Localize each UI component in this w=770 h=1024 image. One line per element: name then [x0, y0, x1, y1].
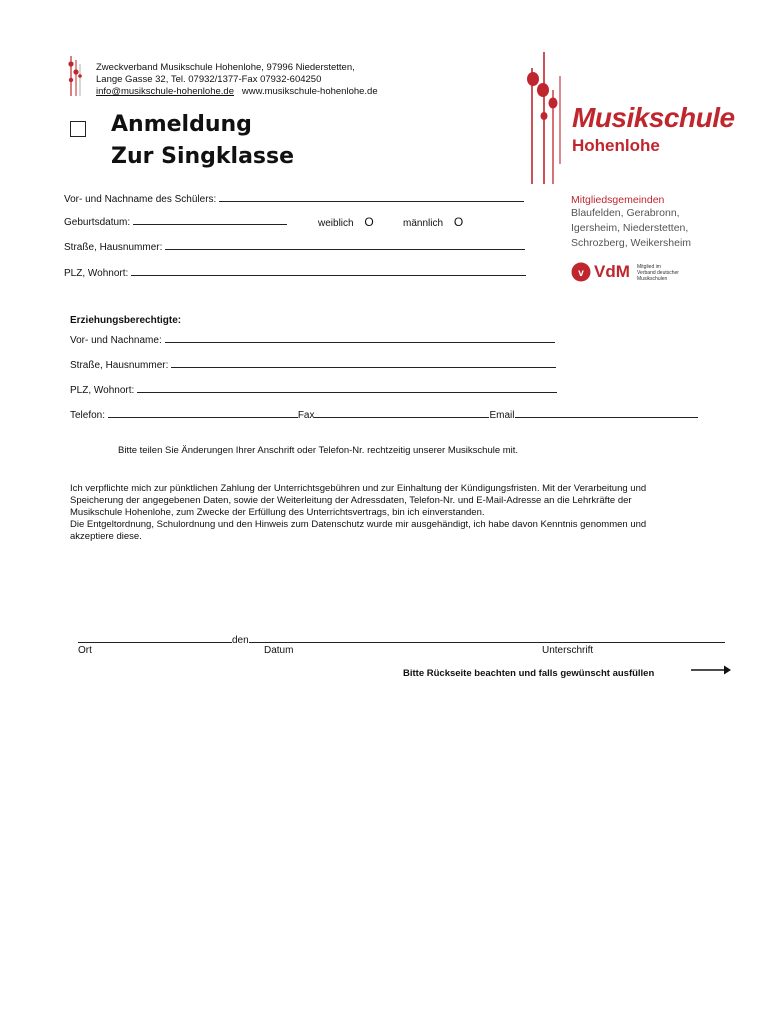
- guardian-name-input[interactable]: [165, 333, 555, 343]
- birthdate-row: [64, 215, 287, 228]
- declaration-line: akzeptiere diese.: [70, 531, 142, 542]
- guardian-street-input[interactable]: [171, 358, 556, 368]
- gender-female[interactable]: [318, 215, 374, 229]
- student-city-input[interactable]: [131, 266, 526, 276]
- den-label: den: [232, 635, 249, 646]
- vdm-sub-line: Verband deutscher: [637, 270, 679, 276]
- guardian-city-input[interactable]: [137, 383, 557, 393]
- arrow-right-icon: [690, 664, 732, 676]
- contact-line: [96, 86, 378, 98]
- student-street-input[interactable]: [165, 240, 525, 250]
- birthdate-input[interactable]: [133, 215, 287, 225]
- guardian-street-label: Straße, Hausnummer:: [70, 360, 169, 371]
- declaration-line: Speicherung der angegebenen Daten, sowie der Weiterleitung der Adressdaten, Telefon-Nr. und E-Mail-Adresse an die Lehrkräfte der: [70, 495, 632, 506]
- declaration-line: Ich verpflichte mich zur pünktlichen Zahlung der Unterrichtsgebühren und zur Einhaltung der Kündigungsfristen. Mit der Verarbeitung und: [70, 483, 647, 494]
- birthdate-label: Geburtsdatum:: [64, 217, 131, 228]
- student-street-row: [64, 240, 525, 253]
- vdm-sub-line: Mitglied im: [637, 264, 661, 270]
- music-ornament-icon: [64, 54, 86, 98]
- male-label: männlich: [403, 218, 444, 229]
- backside-note: Bitte Rückseite beachten und falls gewünscht ausfüllen: [403, 668, 655, 679]
- datum-label: Datum: [264, 645, 294, 656]
- date-signature-input[interactable]: [249, 633, 725, 643]
- logo-name: Musikschule: [572, 102, 735, 133]
- declaration-text: [70, 483, 720, 543]
- guardian-contact-row: [70, 408, 698, 421]
- student-name-row: [64, 192, 524, 205]
- female-radio[interactable]: O: [364, 215, 374, 229]
- unterschrift-label: Unterschrift: [542, 645, 594, 656]
- guardian-name-label: Vor- und Nachname:: [70, 335, 162, 346]
- title-checkbox[interactable]: [70, 121, 86, 137]
- address-line-2: Lange Gasse 32, Tel. 07932/1377-Fax 07932-604250: [96, 74, 322, 85]
- signature-row: [78, 633, 725, 646]
- vdm-label: VdM: [594, 262, 630, 281]
- website-link[interactable]: www.musikschule-hohenlohe.de: [241, 86, 378, 97]
- members-list: [571, 206, 691, 251]
- members-line: Blaufelden, Gerabronn,: [571, 207, 680, 219]
- student-street-label: Straße, Hausnummer:: [64, 242, 163, 253]
- change-notice: Bitte teilen Sie Änderungen Ihrer Anschrift oder Telefon-Nr. rechtzeitig unserer Musikschule mit.: [118, 445, 519, 456]
- gender-male[interactable]: [403, 215, 463, 229]
- svg-text:v: v: [578, 268, 584, 279]
- ort-label: Ort: [78, 645, 92, 656]
- email-input[interactable]: [515, 408, 698, 418]
- vdm-sub-line: Musikschulen: [637, 276, 668, 282]
- student-name-input[interactable]: [219, 192, 524, 202]
- members-line: Igersheim, Niederstetten,: [571, 222, 689, 234]
- members-line: Schrozberg, Weikersheim: [571, 237, 692, 249]
- student-city-row: [64, 266, 526, 279]
- header-address: [96, 62, 378, 98]
- members-heading: Mitgliedsgemeinden: [571, 194, 665, 206]
- male-radio[interactable]: O: [453, 215, 464, 229]
- phone-input[interactable]: [108, 408, 298, 418]
- page-subtitle: Zur Singklasse: [111, 144, 295, 169]
- email-link[interactable]: info@musikschule-hohenlohe.de: [96, 86, 234, 97]
- guardian-name-row: [70, 333, 555, 346]
- logo-subname: Hohenlohe: [572, 136, 660, 155]
- declaration-line: Musikschule Hohenlohe, zum Zwecke der Erfüllung des Unterrichtsvertrags, bin ich einverstanden.: [70, 507, 485, 518]
- female-label: weiblich: [318, 218, 354, 229]
- student-city-label: PLZ, Wohnort:: [64, 268, 129, 279]
- vdm-logo-icon: [571, 262, 591, 282]
- vdm-subtitle: [637, 264, 679, 282]
- fax-input[interactable]: [314, 408, 489, 418]
- page-title: Anmeldung: [111, 112, 252, 137]
- student-name-label: Vor- und Nachname des Schülers:: [64, 194, 217, 205]
- declaration-line: Die Entgeltordnung, Schulordnung und den Hinweis zum Datenschutz wurde mir ausgehändigt, ich habe davon Kenntnis genommen und: [70, 519, 647, 530]
- fax-label: Fax: [297, 410, 315, 421]
- musikschule-logo-icon: [520, 46, 570, 186]
- guardian-city-label: PLZ, Wohnort:: [70, 385, 135, 396]
- ort-input[interactable]: [78, 633, 232, 643]
- guardian-heading: Erziehungsberechtigte:: [70, 315, 182, 326]
- guardian-city-row: [70, 383, 557, 396]
- guardian-street-row: [70, 358, 556, 371]
- phone-label: Telefon:: [70, 410, 106, 421]
- email-label: Email: [489, 410, 515, 421]
- address-line-1: Zweckverband Musikschule Hohenlohe, 97996 Niederstetten,: [96, 62, 355, 73]
